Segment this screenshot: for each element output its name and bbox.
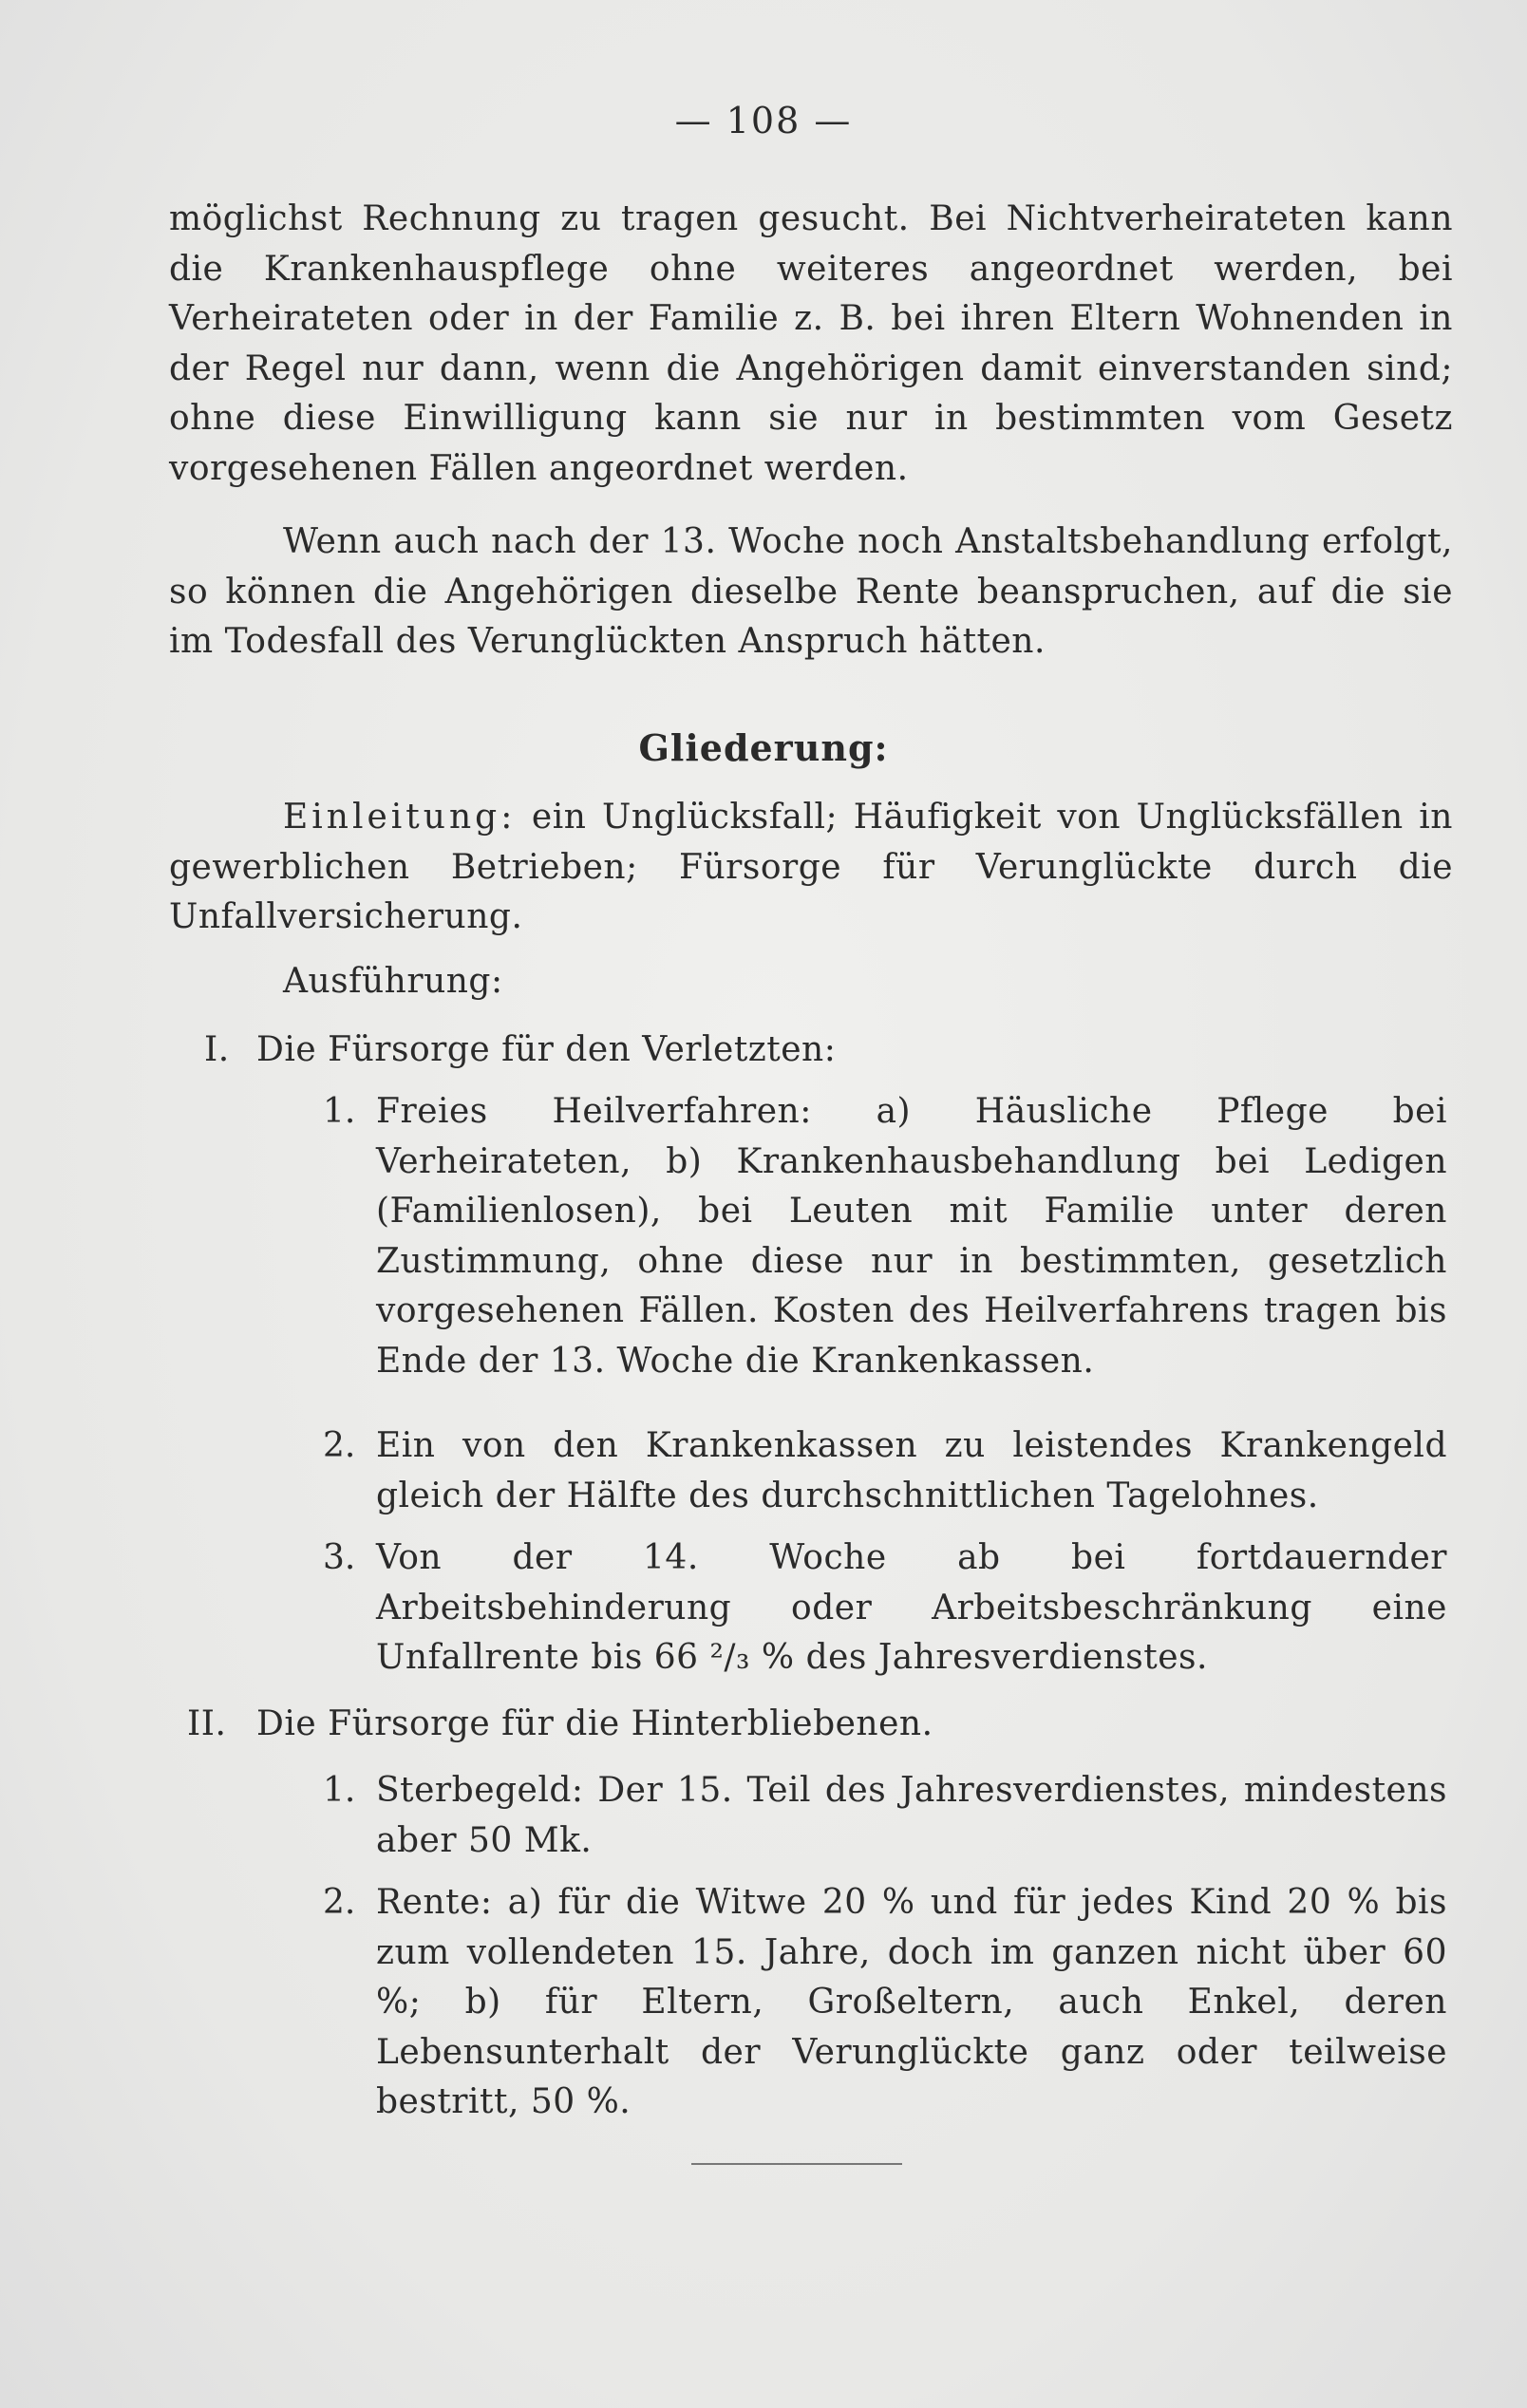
section2-item1-text: Sterbegeld: Der 15. Teil des Jahresverdienstes, mindestens aber 50 Mk. bbox=[376, 1771, 1447, 1860]
section1-title: Die Fürsorge für den Verletzten: bbox=[256, 1030, 837, 1069]
section2-item2-number: 2. bbox=[323, 1883, 356, 1922]
section2-numeral: II. bbox=[187, 1704, 227, 1743]
section2-item2-text: Rente: a) für die Witwe 20 % und für jedes Kind 20 % bis zum vollendeten 15. Jahre, doch im ganzen nicht über 60 %; b) für Eltern, Großeltern, auch Enkel, deren Lebensunterhalt der Verunglückte ganz oder teilweise bestritt, 50 %. bbox=[376, 1883, 1447, 2121]
einleitung-label: Einleitung: bbox=[283, 798, 517, 837]
section1-item1-number: 1. bbox=[323, 1092, 356, 1131]
section2-title: Die Fürsorge für die Hinterbliebenen. bbox=[256, 1704, 933, 1743]
closing-divider bbox=[691, 2163, 902, 2165]
paragraph-rechnung: möglichst Rechnung zu tragen gesucht. Bei Nichtverheirateten kann die Krankenhauspflege ohne weiteres angeordnet werden, bei Verheirateten oder in der Familie z. B. bei ihren Eltern Wohnenden in der Regel nur dann, wenn die Angehörigen damit einverstanden sind; ohne diese Einwilligung kann sie nur in bestimmten vom Gesetz vorgesehenen Fällen angeordnet werden. bbox=[169, 199, 1453, 488]
section2-item1-number: 1. bbox=[323, 1771, 356, 1810]
section1-item1-text: Freies Heilverfahren: a) Häusliche Pflege bei Verheirateten, b) Krankenhausbehandlung bei Ledigen (Familienlosen), bei Leuten mit Familie unter deren Zustimmung, ohne diese nur in bestimmten, gesetzlich vorgesehenen Fällen. Kosten des Heilverfahrens tragen bis Ende der 13. Woche die Krankenkassen. bbox=[376, 1092, 1447, 1381]
section1-item3-number: 3. bbox=[323, 1538, 356, 1577]
page-number: — 108 — bbox=[674, 100, 853, 141]
outline-heading: Gliederung: bbox=[638, 726, 889, 769]
section1-item2-number: 2. bbox=[323, 1426, 356, 1465]
section1-numeral: I. bbox=[204, 1030, 230, 1069]
paragraph-anstaltsbehandlung: Wenn auch nach der 13. Woche noch Anstaltsbehandlung erfolgt, so können die Angehörigen dieselbe Rente beanspruchen, auf die sie im Todesfall des Verunglückten Anspruch hätten. bbox=[169, 522, 1453, 661]
einleitung-text: ein Unglücksfall; Häufigkeit von Unglücksfällen in gewerblichen Betrieben; Fürsorge für Verunglückte durch die Unfallversicherung. bbox=[169, 798, 1453, 936]
ausfuehrung-label: Ausführung: bbox=[283, 962, 503, 1001]
section1-item3-text: Von der 14. Woche ab bei fortdauernder Arbeitsbehinderung oder Arbeitsbeschränkung eine Unfallrente bis 66 ²/₃ % des Jahresverdienstes. bbox=[376, 1538, 1447, 1677]
einleitung-paragraph bbox=[169, 793, 1453, 943]
section1-item2-text: Ein von den Krankenkassen zu leistendes Krankengeld gleich der Hälfte des durchschnittlichen Tagelohnes. bbox=[376, 1426, 1447, 1515]
